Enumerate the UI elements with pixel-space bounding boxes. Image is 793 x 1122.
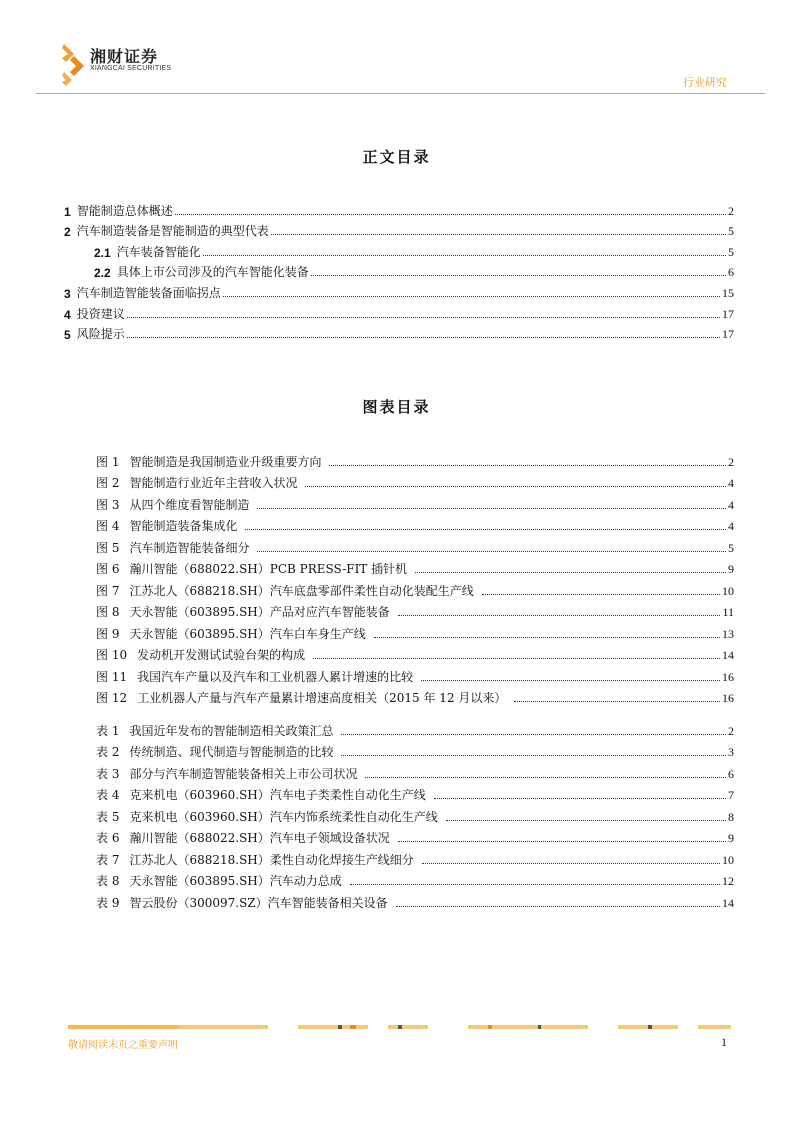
page-number: 1 (721, 1035, 727, 1049)
figure-item[interactable]: 图 10 发动机开发测试试验台架的构成 14 (96, 648, 734, 662)
figure-item[interactable]: 图 8 天永智能（603895.SH）产品对应汽车智能装备 11 (96, 605, 734, 619)
toc-title: 正文目录 (362, 148, 431, 166)
logo-name-cn: 湘财证券 (90, 47, 159, 66)
table-item[interactable]: 表 8 天永智能（603895.SH）汽车动力总成 12 (96, 874, 734, 888)
toc-subitem[interactable]: 2.2 具体上市公司涉及的汽车智能化装备 6 (94, 265, 734, 281)
figure-item[interactable]: 图 3 从四个维度看智能制造 4 (96, 497, 734, 512)
toc-item[interactable]: 2 汽车制造装备是智能制造的典型代表 5 (64, 224, 734, 240)
table-item[interactable]: 表 3 部分与汽车制造智能装备相关上市公司状况 6 (96, 766, 734, 781)
figure-item[interactable]: 图 11 我国汽车产量以及汽车和工业机器人累计增速的比较 16 (96, 669, 734, 684)
table-item[interactable]: 表 4 克来机电（603960.SH）汽车电子类柔性自动化生产线 7 (96, 788, 734, 802)
toc-item[interactable]: 4 投资建议 17 (64, 306, 734, 322)
figure-item[interactable]: 图 1 智能制造是我国制造业升级重要方向 2 (96, 454, 734, 469)
report-type-label: 行业研究 (683, 76, 727, 89)
figure-item[interactable]: 图 6 瀚川智能（688022.SH）PCB PRESS-FIT 插针机 9 (96, 562, 734, 576)
table-item[interactable]: 表 5 克来机电（603960.SH）汽车内饰系统柔性自动化生产线 8 (96, 809, 734, 824)
figure-list (96, 448, 734, 706)
figure-item[interactable]: 图 7 江苏北人（688218.SH）汽车底盘零部件柔性自动化装配生产线 10 (96, 583, 734, 598)
toc-item[interactable]: 3 汽车制造智能装备面临拐点 15 (64, 285, 734, 301)
figure-item[interactable]: 图 4 智能制造装备集成化 4 (96, 519, 734, 533)
toc-item[interactable]: 5 风险提示 17 (64, 327, 734, 343)
header-divider (36, 93, 765, 94)
figure-item[interactable]: 图 2 智能制造行业近年主营收入状况 4 (96, 476, 734, 490)
toc-list (64, 198, 734, 342)
logo-mark-icon (62, 42, 84, 86)
table-item[interactable]: 表 2 传统制造、现代制造与智能制造的比较 3 (96, 745, 734, 759)
table-list (96, 717, 734, 911)
figure-item[interactable]: 图 5 汽车制造智能装备细分 5 (96, 540, 734, 555)
figure-item[interactable]: 图 12 工业机器人产量与汽车产量累计增速高度相关（2015 年 12 月以来） 16 (96, 691, 734, 705)
company-logo (62, 40, 192, 88)
toc-item[interactable]: 1 智能制造总体概述 2 (64, 203, 734, 219)
logo-name-en: XIANGCAI SECURITIES (90, 65, 172, 72)
table-item[interactable]: 表 7 江苏北人（688218.SH）柔性自动化焊接生产线细分 10 (96, 852, 734, 867)
footer-notice: 敬请阅读末页之重要声明 (68, 1040, 178, 1051)
toc-subitem[interactable]: 2.1 汽车装备智能化 5 (94, 244, 734, 260)
table-item[interactable]: 表 6 瀚川智能（688022.SH）汽车电子领域设备状况 9 (96, 831, 734, 845)
table-item[interactable]: 表 9 智云股份（300097.SZ）汽车智能装备相关设备 14 (96, 895, 734, 910)
figure-item[interactable]: 图 9 天永智能（603895.SH）汽车白车身生产线 13 (96, 626, 734, 641)
table-item[interactable]: 表 1 我国近年发布的智能制造相关政策汇总 2 (96, 723, 734, 738)
figures-title: 图表目录 (362, 398, 431, 416)
footer-decorative-bar (68, 1025, 731, 1029)
